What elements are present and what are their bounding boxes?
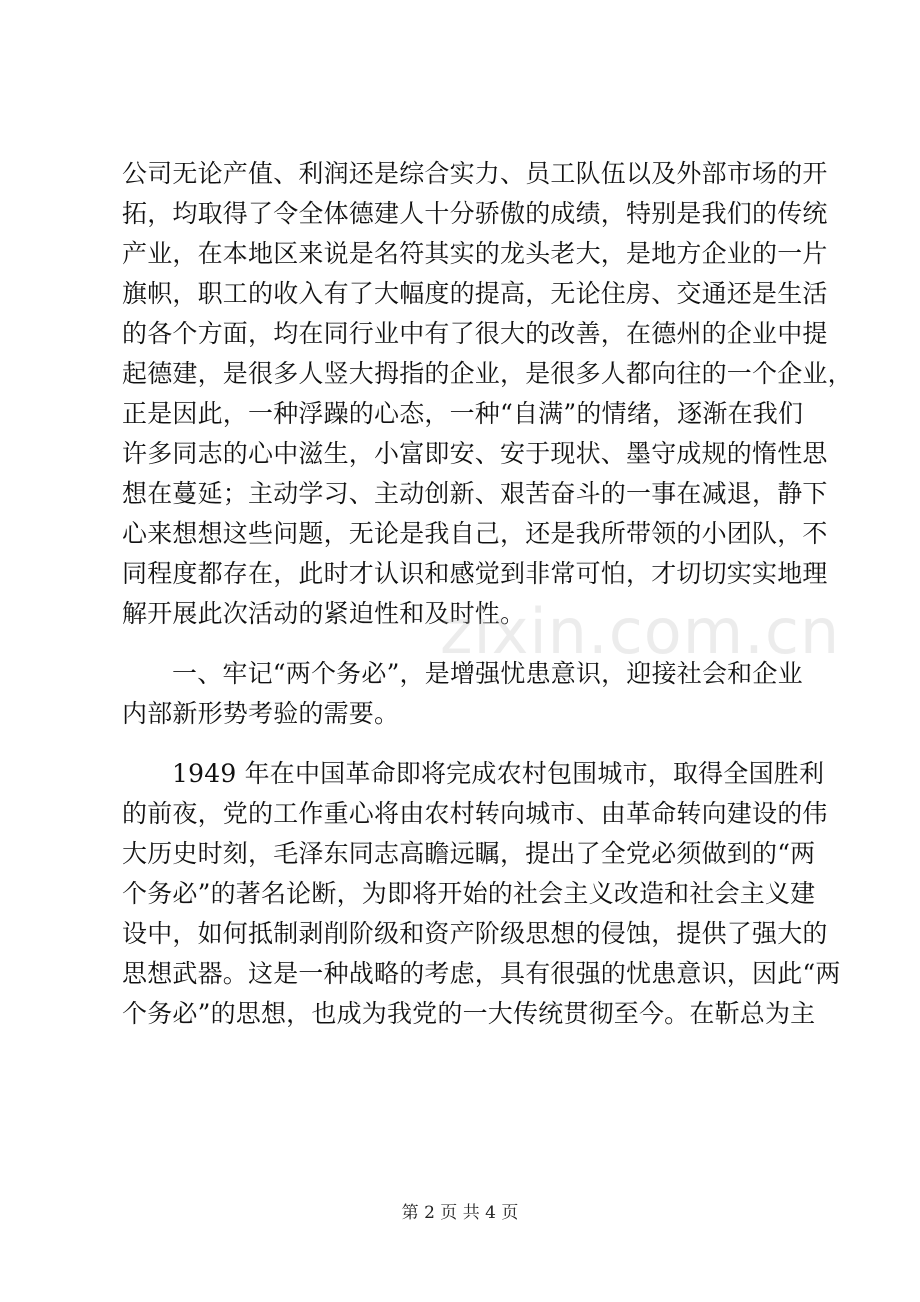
text-line: 的前夜，党的工作重心将由农村转向城市、由革命转向建设的伟 [122,799,828,828]
text-line: 公司无论产值、利润还是综合实力、员工队伍以及外部市场的开 [122,159,828,188]
text-line: 的各个方面，均在同行业中有了很大的改善，在德州的企业中提 [122,319,828,348]
text-line: 许多同志的心中滋生，小富即安、安于现状、墨守成规的惰性思 [122,439,828,468]
paragraph-spacing [122,634,802,654]
text-line: 思想武器。这是一种战略的考虑，具有很强的忧患意识，因此“两 [122,959,841,988]
paragraph-2 [122,654,802,734]
body-text [122,154,853,1034]
text-line: 个务必”的思想，也成为我党的一大传统贯彻至今。在靳总为主 [122,999,816,1028]
text-line: 心来想想这些问题，无论是我自己，还是我所带领的小团队，不 [122,519,828,548]
text-line: 内部新形势考验的需要。 [122,699,400,728]
text-line: 想在蔓延；主动学习、主动创新、艰苦奋斗的一事在减退，静下 [122,479,828,508]
text-line: 旗帜，职工的收入有了大幅度的提高，无论住房、交通还是生活 [122,279,828,308]
text-line: 设中，如何抵制剥削阶级和资产阶级思想的侵蚀，提供了强大的 [122,919,828,948]
text-line: 起德建，是很多人竖大拇指的企业，是很多人都向往的一个企业， [122,359,853,388]
page-footer: 第 2 页 共 4 页 [401,1203,519,1223]
text-line: 产业，在本地区来说是名符其实的龙头老大，是地方企业的一片 [122,239,828,268]
text-line: 个务必”的著名论断，为即将开始的社会主义改造和社会主义建 [122,879,816,908]
text-line: 大历史时刻，毛泽东同志高瞻远瞩，提出了全党必须做到的“两 [122,839,816,868]
paragraph-spacing [122,734,802,754]
text-line: 拓，均取得了令全体德建人十分骄傲的成绩，特别是我们的传统 [122,199,828,228]
text-line: 正是因此，一种浮躁的心态，一种“自满”的情绪，逐渐在我们 [122,399,804,428]
text-line: 同程度都存在，此时才认识和感觉到非常可怕，才切切实实地理 [122,559,828,588]
paragraph-3 [122,754,841,1034]
text-line: 解开展此次活动的紧迫性和及时性。 [122,599,526,628]
text-line: 1949 年在中国革命即将完成农村包围城市，取得全国胜利 [172,759,825,788]
text-line: 一、牢记“两个务必”，是增强忧患意识，迎接社会和企业 [172,659,803,688]
watermark: zixin.com.cn [440,595,841,668]
